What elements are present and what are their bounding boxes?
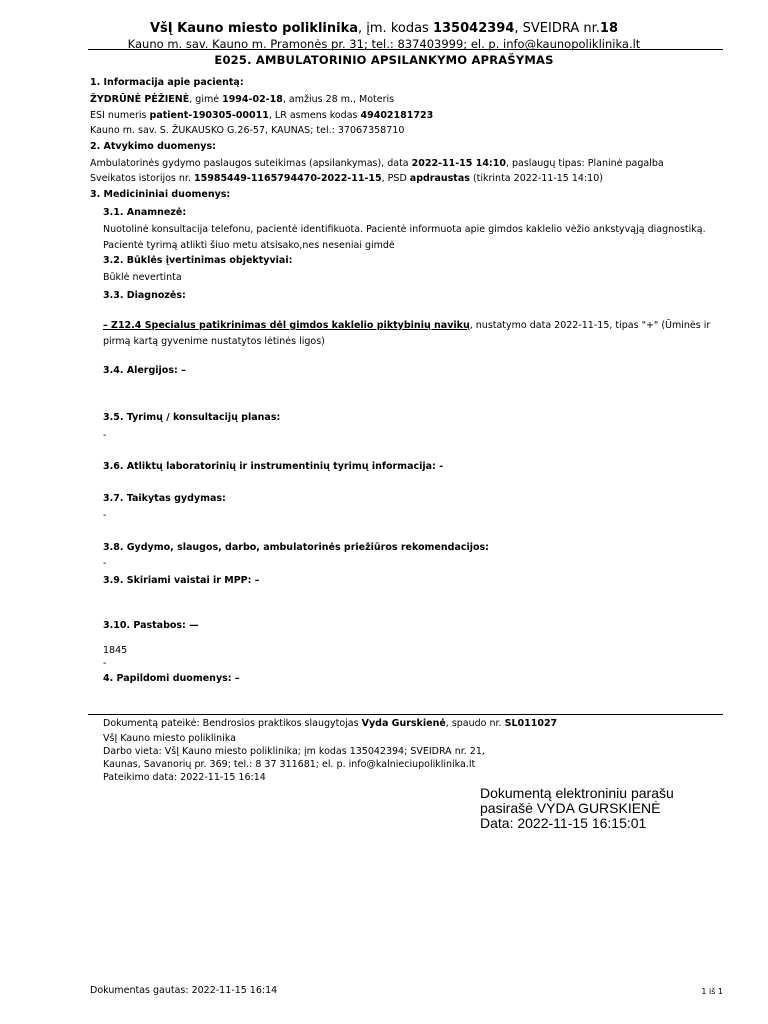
org-code: 135042394: [432, 21, 515, 36]
lr-label: , LR asmens kodas: [268, 110, 361, 121]
anamnesis-heading: 3.1. Anamnezė:: [103, 207, 187, 218]
birth-date: 1994-02-18: [222, 94, 283, 105]
insurance-checked: (tikrinta 2022-11-15 14:10): [469, 173, 603, 184]
notes-heading: 3.10. Pastabos: —: [103, 620, 199, 631]
lab-line: 3.6. Atliktų laboratorinių ir instrumentinių tyrimų informacija: -: [103, 461, 444, 472]
patient-identity: [90, 94, 394, 105]
diagnosis-heading: 3.3. Diagnozės:: [103, 290, 186, 301]
allergies-line: 3.4. Alergijos: –: [103, 365, 186, 376]
submitter-divider: [88, 714, 723, 715]
esi-number: patient-190305-00011: [149, 110, 269, 121]
org-code-label: , įm. kodas: [358, 21, 433, 36]
diagnosis-details: , nustatymo data 2022-11-15, tipas "+" (Ūminės ir pirmą kartą gyvenime nustatytos lėtinės ligos): [103, 320, 711, 347]
case-heading: 2. Atvykimo duomenys:: [90, 141, 216, 152]
sveidra-number: 18: [599, 21, 619, 36]
drugs-line: 3.9. Skiriami vaistai ir MPP: –: [103, 575, 260, 586]
received-date: Dokumentas gautas: 2022-11-15 16:14: [90, 985, 278, 996]
submitter-org: VšĮ Kauno miesto poliklinika: [103, 733, 236, 744]
submitter-line: [103, 718, 557, 729]
treatment-heading: 3.7. Taikytas gydymas:: [103, 493, 226, 504]
signature-date: Data: 2022-11-15 16:15:01: [480, 815, 647, 831]
history-number: 15985449-1165794470-2022-11-15: [194, 173, 382, 184]
plan-text: -: [103, 430, 107, 441]
history-line: [90, 173, 603, 184]
service-text: Ambulatorinės gydymo paslaugos suteikimas (apsilankymas), data: [90, 158, 412, 169]
document-title: E025. AMBULATORINIO APSILANKYMO APRAŠYMAS: [214, 53, 554, 67]
signature-line-1: Dokumentą elektroniniu parašu: [480, 785, 674, 801]
signature-line-2: pasirašė VYDA GURSKIENĖ: [480, 800, 661, 816]
diagnosis-code: – Z12.4 Specialus patikrinimas dėl gimdos kaklelio piktybinių navikų: [103, 320, 470, 331]
workplace-line: Darbo vieta: VšĮ Kauno miesto poliklinika; įm kodas 135042394; SVEIDRA nr. 21,: [103, 746, 485, 757]
medical-heading: 3. Medicininiai duomenys:: [90, 189, 231, 200]
born-label: , gimė: [189, 94, 223, 105]
patient-address: Kauno m. sav. S. ŽUKAUSKO G.26-57, KAUNAS; tel.: 37067358710: [90, 125, 405, 136]
patient-heading: 1. Informacija apie pacientą:: [90, 77, 244, 88]
insurance-status: apdraustas: [409, 173, 470, 184]
psd-label: , PSD: [381, 173, 410, 184]
history-label: Sveikatos istorijos nr.: [90, 173, 194, 184]
personal-code: 49402181723: [360, 110, 434, 121]
recommendations-text: -: [103, 558, 107, 569]
anamnesis-text: Nuotolinė konsultacija telefonu, pacientė identifikuota. Pacientė informuota apie gimdos kaklelio vėžio ankstyvąją diagnostiką. Pacientė tyrimą atlikti šiuo metu atsisako,nes neseniai gimdė: [103, 224, 706, 251]
stamp-number: SL011027: [504, 718, 558, 729]
extra-data-line: 4. Papildomi duomenys: –: [103, 673, 240, 684]
service-date: 2022-11-15 14:10: [411, 158, 506, 169]
state-text: Būklė nevertinta: [103, 272, 182, 283]
submission-date: Pateikimo data: 2022-11-15 16:14: [103, 772, 266, 783]
patient-name: ŽYDRŪNĖ PĖŽIENĖ: [90, 94, 190, 105]
submitter-label: Dokumentą pateikė: Bendrosios praktikos slaugytojas: [103, 718, 362, 729]
organization-header: [0, 21, 768, 36]
header-divider: [88, 49, 723, 50]
service-line: [90, 158, 664, 169]
patient-ids: [90, 110, 433, 121]
esi-label: ESI numeris: [90, 110, 150, 121]
stamp-label: , spaudo nr.: [445, 718, 505, 729]
page-number: 1 iš 1: [701, 987, 723, 996]
patient-age-gender: , amžius 28 m., Moteris: [282, 94, 395, 105]
notes-dash: -: [103, 658, 107, 669]
state-heading: 3.2. Būklės įvertinimas objektyviai:: [103, 255, 293, 266]
sveidra-label: , SVEIDRA nr.: [514, 21, 600, 36]
diagnosis-entry: [103, 318, 723, 350]
treatment-text: -: [103, 510, 107, 521]
service-type: , paslaugų tipas: Planinė pagalba: [505, 158, 664, 169]
workplace-address: Kaunas, Savanorių pr. 369; tel.: 8 37 311681; el. p. info@kalnieciupoliklinika.lt: [103, 759, 476, 770]
submitter-name: Vyda Gurskienė: [361, 718, 446, 729]
org-name: VšĮ Kauno miesto poliklinika: [149, 21, 359, 36]
plan-heading: 3.5. Tyrimų / konsultacijų planas:: [103, 412, 281, 423]
recommendations-heading: 3.8. Gydymo, slaugos, darbo, ambulatorinės priežiūros rekomendacijos:: [103, 542, 489, 553]
notes-text: 1845: [103, 645, 128, 656]
organization-address: Kauno m. sav. Kauno m. Pramonės pr. 31; tel.: 837403999; el. p. info@kaunopoliklinika.lt: [127, 37, 641, 51]
